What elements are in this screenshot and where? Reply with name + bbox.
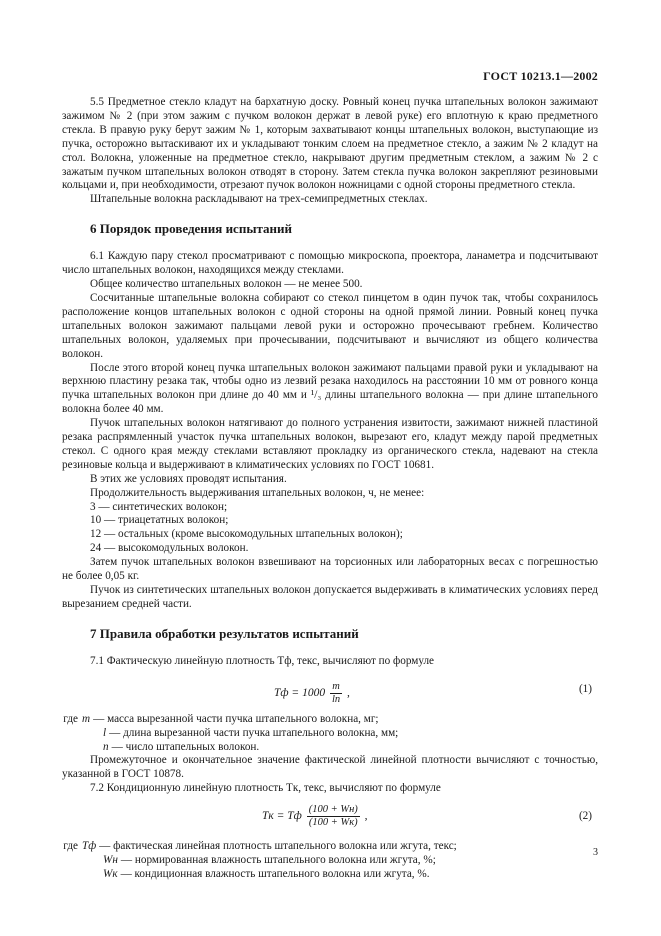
para-5-5-b: Штапельные волокна раскладывают на трех-семипредметных стеклах. <box>90 193 428 206</box>
para-7-1: 7.1 Фактическую линейную плотность Tф, текс, вычисляют по формуле <box>90 654 434 667</box>
definition-text: — длина вырезанной части пучка штапельного волокна, мм; <box>109 726 399 739</box>
list-item: 12 — остальных (кроме высокомодульных штапельных волокон); <box>90 528 403 541</box>
formula-2-numerator: (100 + Wн) <box>308 804 358 816</box>
formula-1-fraction <box>330 681 342 706</box>
formula-1-denominator: ln <box>331 693 341 705</box>
para-6-conditions: В этих же условиях проводят испытания. <box>90 472 287 485</box>
formula-2 <box>62 802 598 832</box>
list-item: 10 — триацетатных волокон; <box>90 514 229 527</box>
formula-2-definitions <box>62 840 598 882</box>
definition-row <box>62 868 598 882</box>
section-7-title: 7 Правила обработки результатов испытаний <box>90 625 359 641</box>
para-6-synthetic: Пучок из синтетических штапельных волокон допускается выдерживать в климатических условиях перед вырезанием средней части. <box>62 584 598 610</box>
definition-row <box>62 741 598 755</box>
definition-row <box>62 854 598 868</box>
para-6-stretch: Пучок штапельных волокон натягивают до полного устранения извитости, зажимают нижней пластиной резака распрямленный участок пучка штапельных волокон, вырезают его, кладут между парой предметных стекол. С одного края между стеклами вставляют прокладку из органического стекла, надевают на стекла резиновые кольца и выдерживают в климатических условиях по ГОСТ 10681. <box>62 417 598 471</box>
definition-row <box>62 713 598 727</box>
list-item: 24 — высокомодульных волокон. <box>90 542 249 555</box>
formula-2-number: (2) <box>578 810 592 823</box>
formula-2-fraction <box>307 804 360 829</box>
para-6-total: Общее количество штапельных волокон — не менее 500. <box>90 278 363 291</box>
list-item: 3 — синтетических волокон; <box>90 500 228 513</box>
definition-symbol: m <box>82 712 91 725</box>
para-6-weigh: Затем пучок штапельных волокон взвешивают на торсионных или лабораторных весах с погрешностью не более 0,05 кг. <box>62 556 598 583</box>
definition-text: — число штапельных волокон. <box>111 740 260 753</box>
duration-list <box>62 501 598 557</box>
definition-lead: где <box>63 712 78 725</box>
definition-text: — кондиционная влажность штапельного волокна или жгута, %. <box>120 867 430 880</box>
formula-1 <box>62 675 598 705</box>
formula-1-numerator: m <box>330 681 342 694</box>
definition-symbol: n <box>103 740 109 753</box>
formula-1-definitions <box>62 713 598 755</box>
document-body <box>62 96 598 882</box>
para-5-5: 5.5 Предметное стекло кладут на бархатную доску. Ровный конец пучка штапельных волокон зажимают зажимом № 2 (при этом зажим с пучком волокон держат в левой руке) его вплотную к краю предметного стекла. В правую руку берут зажим № 1, которым захватывают концы штапельных волокон, выступающие из пучка, осторожно вытаскивают их и укладывают тонким слоем на предметное стекло, а зажим № 2 кладут на стол. Волокна, уложенные на предметное стекло, накрывают другим предметным стеклом, а зажим № 2 с зажатым пучком штапельных волокон отводят в сторону. Затем стекла пучка волокон закрепляют резиновыми кольцами и, при необходимости, отрезают пучок волокон ножницами с одной стороны предметного стекла. <box>62 96 598 192</box>
definition-symbol: Wн <box>103 854 118 867</box>
definition-symbol: Tф <box>82 840 97 853</box>
formula-1-number: (1) <box>578 682 592 695</box>
formula-1-tail: , <box>347 686 350 699</box>
definition-text: — фактическая линейная плотность штапельного волокна или жгута, текс; <box>99 840 457 853</box>
page-number: 3 <box>593 847 598 858</box>
doc-header: ГОСТ 10213.1—2002 <box>483 69 598 83</box>
definition-lead: где <box>63 840 78 853</box>
para-6-collect: Сосчитанные штапельные волокна собирают со стекол пинцетом в один пучок так, чтобы сохранилось расположение концов штапельных волокон с одной стороны на одной прямой линии. Ровный конец пучка штапельных волокон зажимают пальцами левой руки и осторожно прочесывают гребнем. Количество штапельных волокон, удаляемых при прочесывании, подсчитывают и вычисляют из общего количества волокон. <box>62 291 598 360</box>
para-7-2: 7.2 Кондиционную линейную плотность Tк, текс, вычисляют по формуле <box>90 782 441 795</box>
formula-2-denominator: (100 + Wк) <box>308 817 358 829</box>
para-6-1: 6.1 Каждую пару стекол просматривают с помощью микроскопа, проектора, ланаметра и подсчитывают число штапельных волокон, находящихся между стеклами. <box>62 250 598 277</box>
definition-row <box>62 727 598 741</box>
formula-2-expression <box>262 804 368 829</box>
formula-1-expression <box>274 681 350 706</box>
formula-1-lhs: Tф = 1000 <box>274 686 326 699</box>
definition-text: — масса вырезанной части пучка штапельного волокна, мг; <box>93 712 379 725</box>
definition-symbol: Wк <box>103 867 118 880</box>
section-6-title: 6 Порядок проведения испытаний <box>90 221 292 237</box>
formula-2-tail: , <box>364 810 368 823</box>
formula-2-lhs: Tк = Tф <box>262 810 302 823</box>
definition-symbol: l <box>103 726 107 739</box>
para-6-duration: Продолжительность выдерживания штапельных волокон, ч, не менее: <box>90 486 425 499</box>
definition-text: — нормированная влажность штапельного волокна или жгута, %; <box>120 854 436 867</box>
para-7-precision: Промежуточное и окончательное значение фактической линейной плотности вычисляют с точностью, указанной в ГОСТ 10878. <box>62 754 598 781</box>
para-6-second-end: После этого второй конец пучка штапельных волокон зажимают пальцами правой руки и укладывают на верхнюю пластину резака так, чтобы одно из лезвий резака находилось на расстоянии 10 мм от ровного конца пучка штапельных волокон при длине до 40 мм и ¹/₃ длины штапельного волокна — при длине штапельного волокна более 40 мм. <box>62 361 598 416</box>
definition-row <box>62 840 598 854</box>
